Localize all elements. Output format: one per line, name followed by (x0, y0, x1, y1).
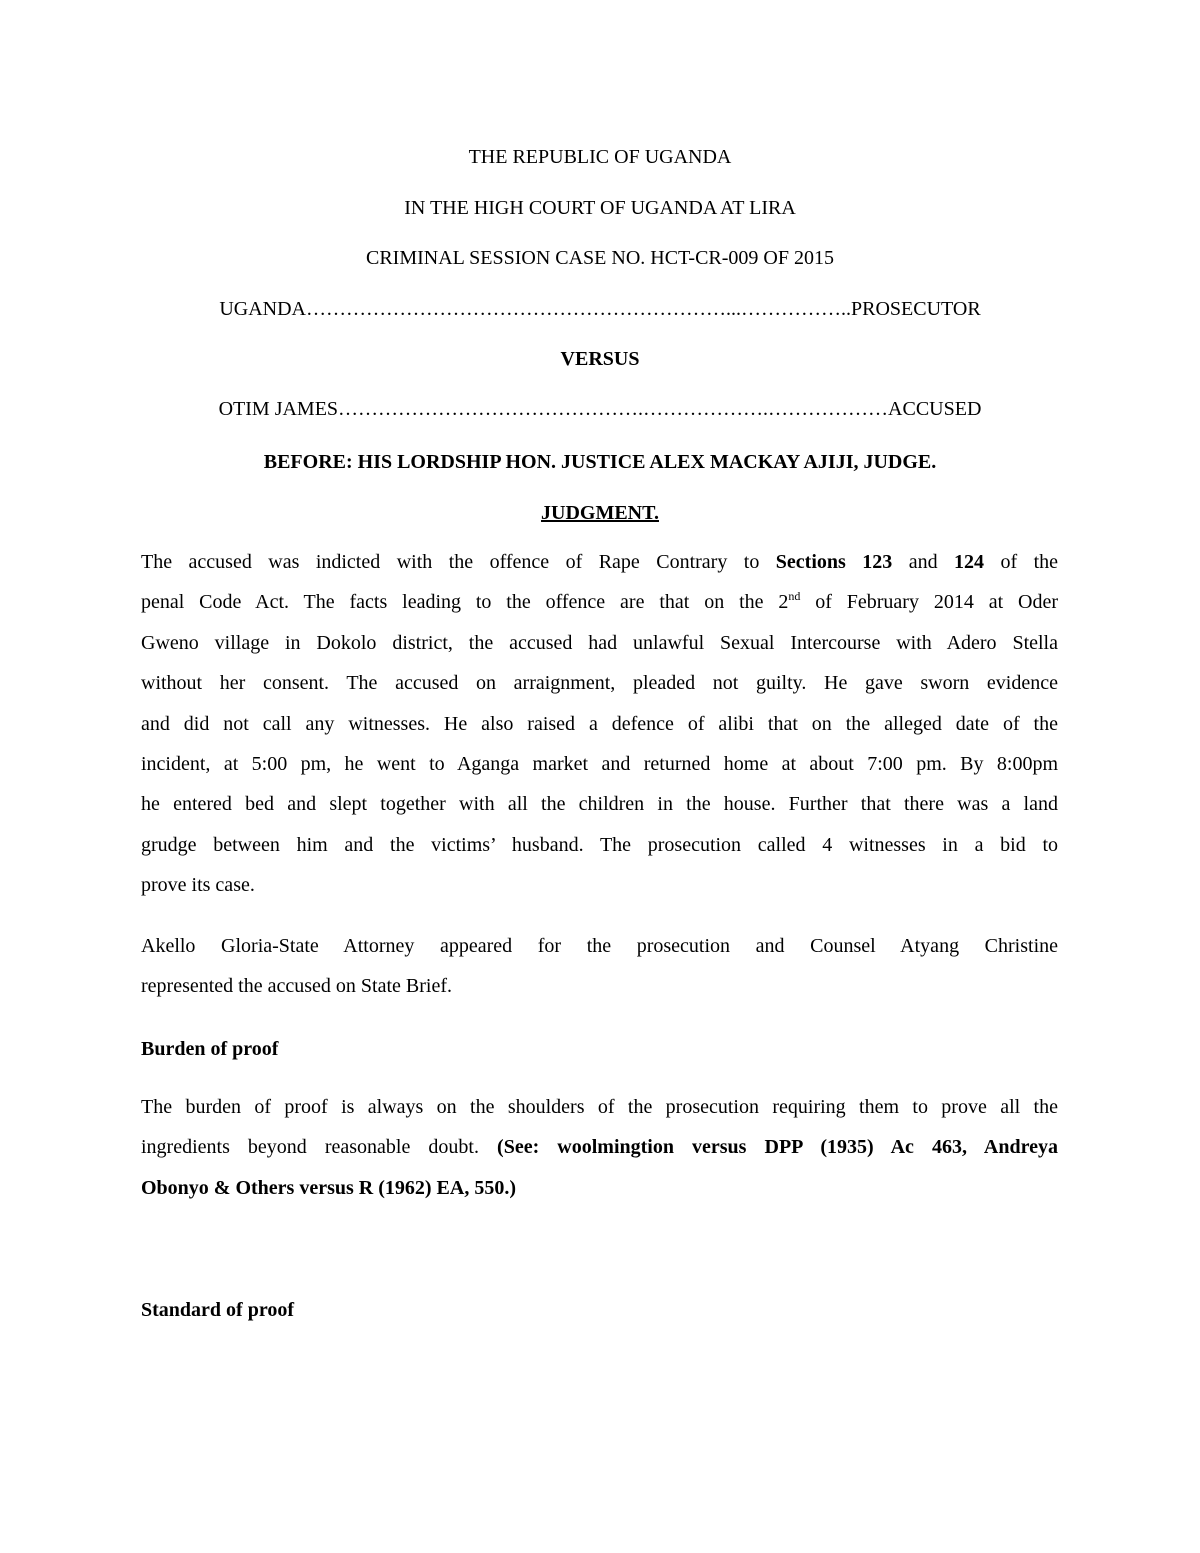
paragraph-line: Obonyo & Others versus R (1962) EA, 550.) (141, 1176, 516, 1199)
paragraph-line: prove its case. (141, 874, 255, 897)
paragraph-line: incident, at 5:00 pm, he went to Aganga market and returned home at about 7:00 pm. By 8:00pm (141, 753, 1058, 776)
paragraph-line: Gweno village in Dokolo district, the accused had unlawful Sexual Intercourse with Adero Stella (141, 631, 1058, 654)
burden-paragraph (141, 1087, 1058, 1208)
paragraph-line: ingredients beyond reasonable doubt. (See: woolmingtion versus DPP (1935) Ac 463, Andreya (141, 1136, 1059, 1159)
burden-of-proof-heading: Burden of proof (141, 1038, 279, 1060)
paragraph-line: penal Code Act. The facts leading to the offence are that on the 2nd of February 2014 at Oder (141, 589, 1058, 614)
standard-of-proof-heading: Standard of proof (141, 1299, 294, 1321)
accused-line: OTIM JAMES……………………………………….……………….………………ACCUSED (218, 398, 982, 420)
paragraph-line: without her consent. The accused on arraignment, pleaded not guilty. He gave sworn evidence (141, 672, 1058, 695)
paragraph-line: he entered bed and slept together with all the children in the house. Further that there was a land (141, 793, 1058, 816)
versus-line: VERSUS (560, 348, 640, 370)
judgment-title: JUDGMENT. (541, 502, 659, 524)
paragraph-line: The burden of proof is always on the shoulders of the prosecution requiring them to prove all the (141, 1096, 1058, 1118)
paragraph-line: represented the accused on State Brief. (141, 975, 452, 998)
republic-heading: THE REPUBLIC OF UGANDA (468, 146, 732, 168)
paragraph-line: The accused was indicted with the offence of Rape Contrary to Sections 123 and 124 of the (141, 551, 1058, 573)
paragraph-line: grudge between him and the victims’ husband. The prosecution called 4 witnesses in a bid to (141, 833, 1058, 856)
paragraph-line: Akello Gloria-State Attorney appeared for the prosecution and Counsel Atyang Christine (141, 935, 1058, 957)
before-line: BEFORE: HIS LORDSHIP HON. JUSTICE ALEX MACKAY AJIJI, JUDGE. (263, 451, 937, 473)
counsel-paragraph (141, 926, 1058, 1007)
case-number: CRIMINAL SESSION CASE NO. HCT-CR-009 OF 2015 (365, 247, 835, 269)
court-heading: IN THE HIGH COURT OF UGANDA AT LIRA (404, 197, 796, 219)
paragraph-line: and did not call any witnesses. He also raised a defence of alibi that on the alleged date of the (141, 712, 1058, 735)
prosecutor-line: UGANDA………………………………………………………...……………..PROSECUTOR (219, 298, 981, 320)
facts-paragraph (141, 542, 1058, 906)
